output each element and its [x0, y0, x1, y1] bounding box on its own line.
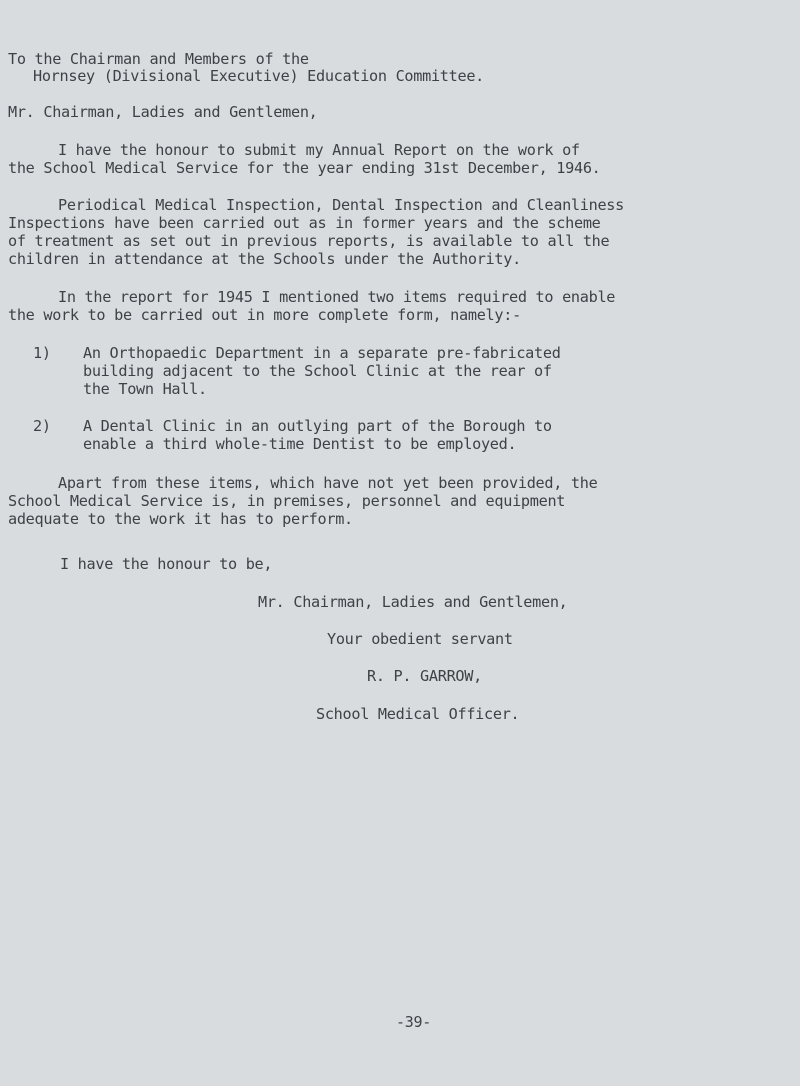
- item-1-number: 1): [33, 344, 51, 362]
- item-1-line-3: the Town Hall.: [83, 380, 207, 398]
- signoff-title: School Medical Officer.: [316, 705, 520, 723]
- signoff-address: Mr. Chairman, Ladies and Gentlemen,: [258, 593, 568, 611]
- closing-line-2: School Medical Service is, in premises, personnel and equipment: [8, 492, 566, 510]
- paragraph-2-line-3: of treatment as set out in previous reports, is available to all the: [8, 232, 610, 250]
- signoff-honour: I have the honour to be,: [60, 555, 273, 573]
- paragraph-3-line-2: the work to be carried out in more complete form, namely:-: [8, 306, 521, 324]
- item-1-line-2: building adjacent to the School Clinic at the rear of: [83, 362, 552, 380]
- salutation: Mr. Chairman, Ladies and Gentlemen,: [8, 103, 318, 121]
- paragraph-3-line-1: In the report for 1945 I mentioned two items required to enable: [58, 288, 616, 306]
- address-line-2: Hornsey (Divisional Executive) Education Committee.: [33, 67, 485, 85]
- page-number: -39-: [396, 1013, 431, 1031]
- paragraph-2-line-2: Inspections have been carried out as in former years and the scheme: [8, 214, 601, 232]
- item-1-line-1: An Orthopaedic Department in a separate pre-fabricated: [83, 344, 561, 362]
- paragraph-2-line-4: children in attendance at the Schools under the Authority.: [8, 250, 521, 268]
- paragraph-1-line-1: I have the honour to submit my Annual Report on the work of: [58, 141, 580, 159]
- signoff-name: R. P. GARROW,: [367, 667, 482, 685]
- item-2-number: 2): [33, 417, 51, 435]
- closing-line-3: adequate to the work it has to perform.: [8, 510, 353, 528]
- paragraph-1-line-2: the School Medical Service for the year ending 31st December, 1946.: [8, 159, 601, 177]
- closing-line-1: Apart from these items, which have not yet been provided, the: [58, 474, 598, 492]
- signoff-servant: Your obedient servant: [327, 630, 513, 648]
- address-line-1: To the Chairman and Members of the: [8, 50, 309, 68]
- paragraph-2-line-1: Periodical Medical Inspection, Dental Inspection and Cleanliness: [58, 196, 624, 214]
- item-2-line-2: enable a third whole-time Dentist to be employed.: [83, 435, 517, 453]
- item-2-line-1: A Dental Clinic in an outlying part of the Borough to: [83, 417, 552, 435]
